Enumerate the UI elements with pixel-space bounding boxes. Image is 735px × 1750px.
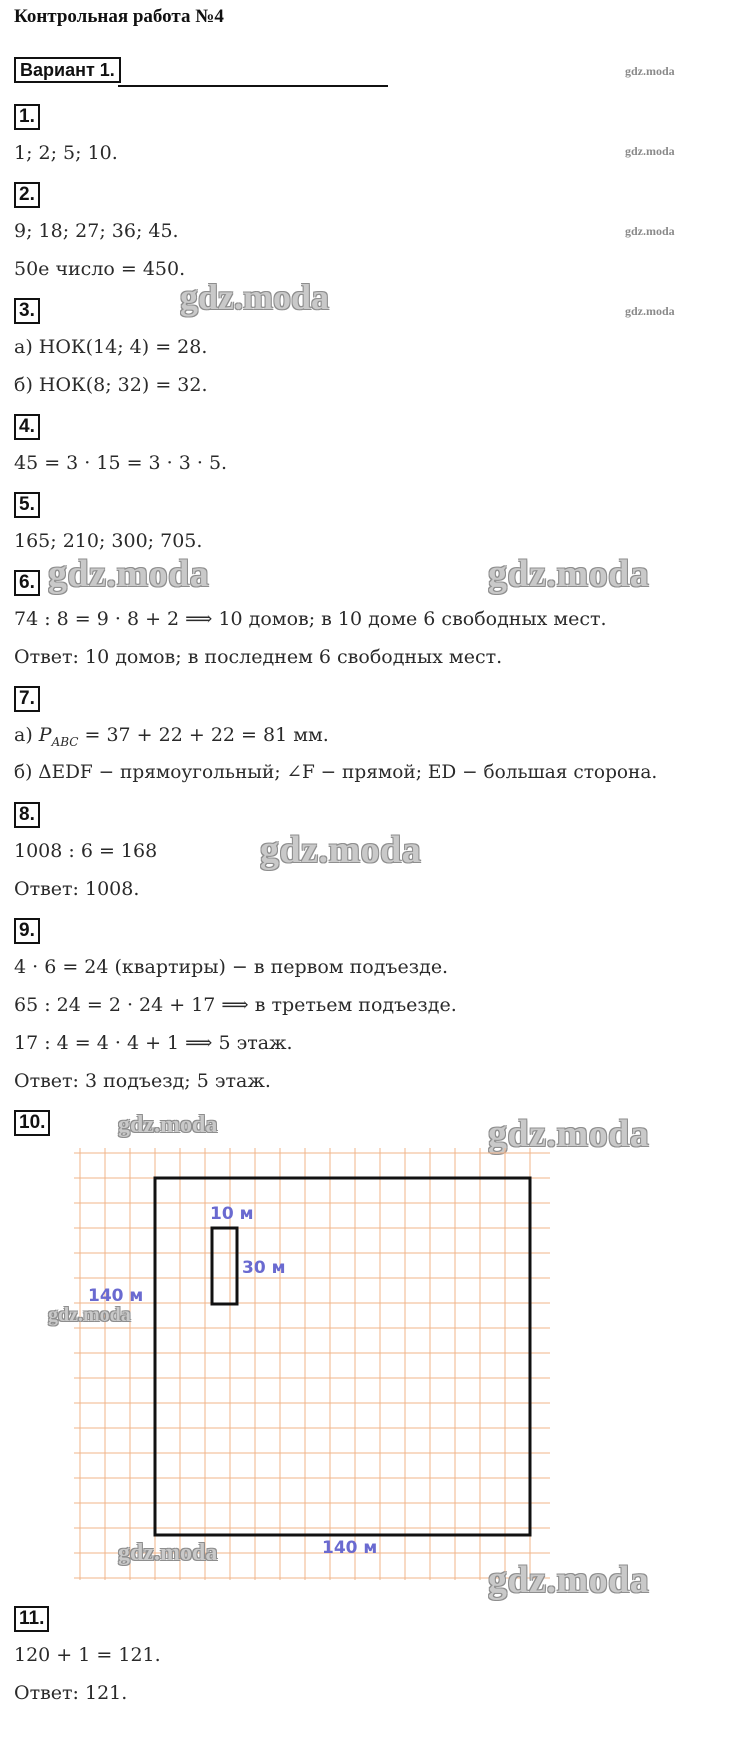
task-2-line: 50е число = 450. [14,258,186,280]
task-number-1: 1. [14,104,40,130]
task-number-9: 9. [14,918,40,944]
task-number-10: 10. [14,1110,50,1136]
task-number-5: 5. [14,492,40,518]
task-7-a-rest: = 37 + 22 + 22 = 81 мм. [78,724,329,746]
task-3-line: б) НОК(8; 32) = 32. [14,374,208,396]
watermark-small: gdz.moda [625,304,675,318]
task-1-line: 1; 2; 5; 10. [14,142,118,164]
watermark-large: gdz.moda [488,1559,650,1601]
task-number-4: 4. [14,414,40,440]
task-7-line-b: б) ΔEDF − прямоугольный; ∠F − прямой; ED − большая сторона. [14,762,658,783]
task-number-8: 8. [14,802,40,828]
watermark-small: gdz.moda [625,144,675,158]
watermark-large: gdz.moda [260,829,422,871]
task-number-6: 6. [14,570,40,596]
task-9-line: 4 · 6 = 24 (квартиры) − в первом подъезде. [14,956,449,978]
task-9-line: 65 : 24 = 2 · 24 + 17 ⟹ в третьем подъезде. [14,994,457,1016]
task-9-line: Ответ: 3 подъезд; 5 этаж. [14,1070,271,1092]
task-number-11: 11. [14,1606,49,1632]
task-number-2: 2. [14,182,40,208]
task-11-line: 120 + 1 = 121. [14,1644,161,1666]
task-4-line: 45 = 3 · 15 = 3 · 3 · 5. [14,452,228,474]
watermark-medium: gdz.moda [118,1112,218,1138]
task-8-line: Ответ: 1008. [14,878,140,900]
task-number-7: 7. [14,686,40,712]
task-8-line: 1008 : 6 = 168 [14,840,158,862]
page-title: Контрольная работа №4 [14,6,224,27]
grid-paper [74,1148,550,1580]
task-7-line-a [14,724,329,749]
task-5-line: 165; 210; 300; 705. [14,530,203,552]
watermark-medium: gdz.moda [118,1540,218,1566]
task-3-line: а) НОК(14; 4) = 28. [14,336,208,358]
task-number-3: 3. [14,298,40,324]
variant-underline [118,85,388,87]
label-small-width: 10 м [210,1204,254,1224]
perimeter-subscript: ABC [51,734,79,749]
task-11-line: Ответ: 121. [14,1682,128,1704]
task-2-line: 9; 18; 27; 36; 45. [14,220,179,242]
task-6-line: Ответ: 10 домов; в последнем 6 свободных мест. [14,646,503,668]
task-7-a-prefix: а) [14,724,39,746]
watermark-large: gdz.moda [180,277,330,317]
small-rectangle [212,1228,237,1304]
task-6-line: 74 : 8 = 9 · 8 + 2 ⟹ 10 домов; в 10 доме 6 свободных мест. [14,608,607,630]
watermark-large: gdz.moda [488,1113,650,1155]
perimeter-symbol: P [38,724,52,746]
task-9-line: 17 : 4 = 4 · 4 + 1 ⟹ 5 этаж. [14,1032,293,1054]
watermark-large: gdz.moda [488,553,650,595]
watermark-small: gdz.moda [625,64,675,78]
watermark-small: gdz.moda [625,224,675,238]
watermark-medium: gdz.moda [48,1304,131,1326]
plan-figure [74,1148,550,1580]
watermark-large: gdz.moda [48,553,210,595]
label-small-height: 30 м [242,1258,286,1278]
label-big-bottom: 140 м [322,1538,378,1558]
label-big-side: 140 м [88,1286,144,1306]
variant-label: Вариант 1. [14,57,121,83]
